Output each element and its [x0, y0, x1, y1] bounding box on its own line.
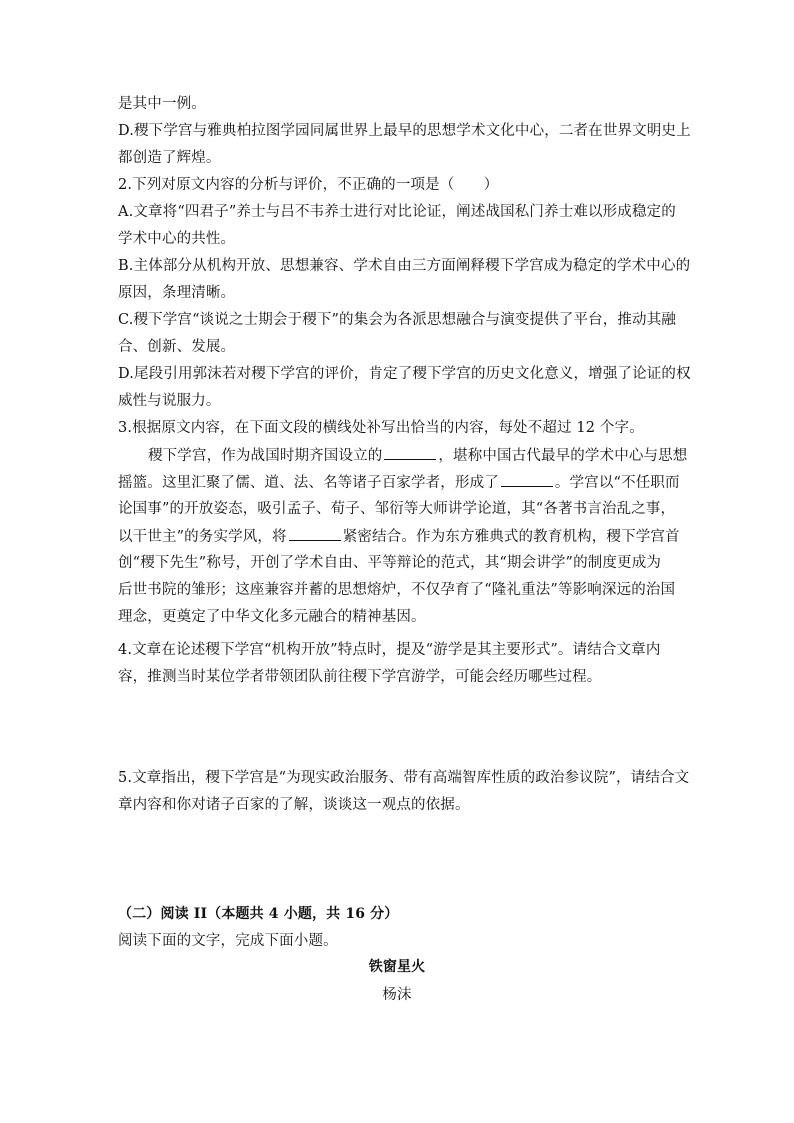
q3-passage-line7: 理念，更奠定了中华文化多元融合的精神基因。 [118, 609, 426, 625]
q3-text: 紧密结合。作为东方雅典式的教育机构，稷下学宫首 [342, 529, 680, 545]
q2-option-a-line2: 学术中心的共性。 [118, 231, 236, 247]
fill-blank-2[interactable] [501, 472, 553, 487]
q2-stem: 2.下列对原文内容的分析与评价，不正确的一项是（ ） [118, 177, 499, 193]
q2-option-b-line1: B.主体部分从机构开放、思想兼容、学术自由三方面阐释稷下学宫成为稳定的学术中心的 [118, 258, 691, 274]
q3-text: 摇篮。这里汇聚了儒、道、法、名等诸子百家学者，形成了 [118, 475, 499, 491]
q5-line1: 5.文章指出，稷下学宫是“为现实政治服务、带有高端智库性质的政治参议院”，请结合文 [118, 770, 690, 786]
article-author: 杨沫 [382, 987, 412, 1003]
q3-stem: 3.根据原文内容，在下面文段的横线处补写出恰当的内容，每处不超过 12 个字。 [118, 420, 644, 436]
q1-option-d-line2: 都创造了辉煌。 [118, 150, 221, 166]
q2-option-d-line1: D.尾段引用郭沫若对稷下学宫的评价，肯定了稷下学宫的历史文化意义，增强了论证的权 [118, 366, 691, 382]
q2-option-a-line1: A.文章将“四君子”养士与吕不韦养士进行对比论证，阐述战国私门养士难以形成稳定的 [118, 204, 676, 220]
q3-passage-line2 [118, 472, 680, 493]
q3-passage-line3: 论国事”的开放姿态，吸引孟子、荀子、邹衍等大师讲学论道，其“各著书言治乱之事， [118, 501, 676, 517]
q3-text: 以干世主”的务实学风，将 [118, 529, 287, 545]
q2-option-c-line1: C.稷下学宫“谈说之士期会于稷下”的集会为各派思想融合与演变提供了平台，推动其融 [118, 312, 677, 328]
q5-line2: 章内容和你对诸子百家的了解，谈谈这一观点的依据。 [118, 797, 470, 813]
q3-text: 。学宫以“不任职而 [554, 475, 680, 491]
q3-text: ，堪称中国古代最早的学术中心与思想 [438, 448, 688, 464]
q2-option-d-line2: 威性与说服力。 [118, 393, 221, 409]
q3-passage-line1 [148, 445, 688, 466]
q3-passage-line5: 创“稷下先生”称号，开创了学术自由、平等辩论的范式，其“期会讲学”的制度更成为 [118, 555, 661, 571]
q2-option-c-line2: 合、创新、发展。 [118, 339, 236, 355]
q1-option-d-line1: D.稷下学宫与雅典柏拉图学园同属世界上最早的思想学术文化中心，二者在世界文明史上 [118, 123, 691, 139]
article-title: 铁窗星火 [368, 959, 426, 975]
fill-blank-3[interactable] [289, 526, 341, 541]
q4-line2: 容，推测当时某位学者带领团队前往稷下学宫游学，可能会经历哪些过程。 [118, 669, 602, 685]
q3-text: 稷下学宫，作为战国时期齐国设立的 [148, 448, 383, 464]
q1-option-c-tail: 是其中一例。 [118, 96, 206, 112]
q4-line1: 4.文章在论述稷下学宫“机构开放”特点时，提及“游学是其主要形式”。请结合文章内 [118, 642, 661, 658]
q3-passage-line6: 后世书院的雏形；这座兼容并蓄的思想熔炉，不仅孕育了“隆礼重法”等影响深远的治国 [118, 582, 676, 598]
fill-blank-1[interactable] [384, 445, 436, 460]
q3-passage-line4 [118, 526, 680, 547]
q2-option-b-line2: 原因，条理清晰。 [118, 285, 236, 301]
section2-heading: （二）阅读 II（本题共 4 小题，共 16 分） [118, 906, 399, 922]
section2-instruction: 阅读下面的文字，完成下面小题。 [118, 933, 338, 949]
